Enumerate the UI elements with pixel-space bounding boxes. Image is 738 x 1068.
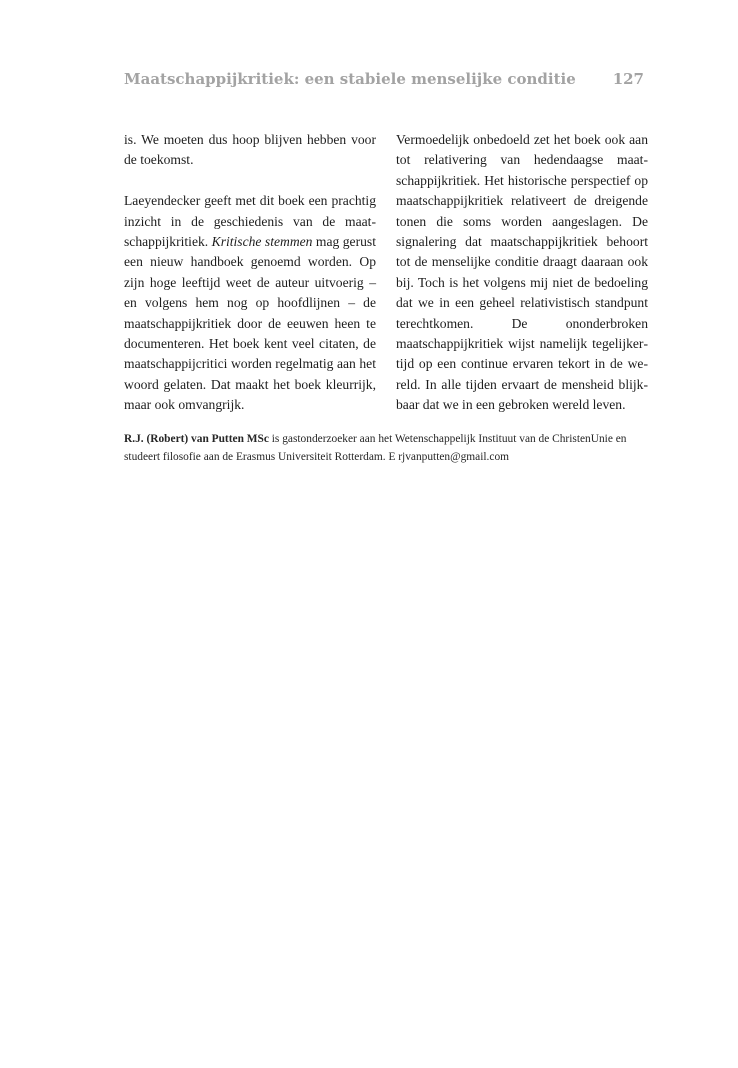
book-title: Kritische stemmen bbox=[211, 234, 313, 250]
left-column bbox=[124, 130, 376, 416]
left-paragraph-2-start: Laeyendecker geeft met dit boek een prachtig inzicht in de geschiedenis van de maatschappijkritiek. bbox=[124, 193, 376, 250]
body-columns bbox=[124, 130, 648, 413]
author-name: R.J. (Robert) van Putten MSc bbox=[124, 433, 269, 445]
right-paragraph-1: Vermoedelijk onbedoeld zet het boek ook aan tot relativering van hedendaagse maatschappijkritiek. Het historische perspectief op maatschappijkritiek relativeert de dreigende tonen die soms worden aangeslagen. De signalering dat maatschappijkritiek behoort tot de menselijke conditie draagt daaraan ook bij. Toch is het volgens mij niet de bedoeling dat we in een geheel relativistisch standpunt terechtkomen. De ononderbroken maatschappijkritiek wijst namelijk tegelijkertijd op een continue ervaren tekort in de wereld. In alle tijden ervaart de mensheid blijkbaar dat we in een gebroken wereld leven. bbox=[396, 132, 648, 413]
author-bio-text: is gastonderzoeker aan het Wetenschappelijk Instituut van de ChristenUnie en studeert filosofie aan de Erasmus Universiteit Rotterdam. E rjvanputten@gmail.com bbox=[124, 433, 627, 463]
running-title: Maatschappijkritiek: een stabiele menselijke conditie bbox=[124, 70, 576, 88]
left-paragraph-1: is. We moeten dus hoop blijven hebben voor de toekomst. bbox=[124, 132, 376, 168]
right-column bbox=[396, 130, 648, 416]
left-paragraph-2 bbox=[124, 191, 376, 415]
running-head bbox=[124, 70, 644, 92]
page-number: 127 bbox=[612, 70, 644, 88]
left-paragraph-2-end: mag gerust een nieuw handboek genoemd worden. Op zijn hoge leeftijd weet de auteur uitvoerig – en volgens hem nog op hoofdlijnen – de maatschappijkritiek door de eeuwen heen te documenteren. Het boek kent veel citaten, de maatschappijcritici worden regelmatig aan het woord gelaten. Dat maakt het boek kleurrijk, maar ook omvangrijk. bbox=[124, 234, 376, 413]
author-bio bbox=[124, 430, 648, 466]
